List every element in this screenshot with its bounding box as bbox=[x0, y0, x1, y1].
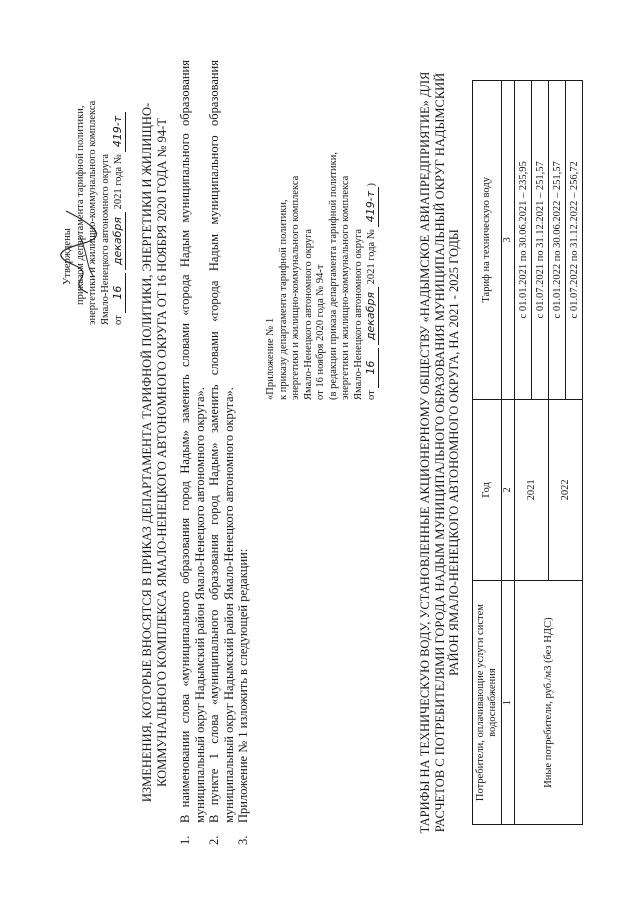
appendix-line: энергетики и жилищно-коммунального комплекса bbox=[340, 175, 351, 400]
tariff-cell: с 01.07.2022 по 31.12.2022 – 256,72 bbox=[566, 81, 583, 400]
appendix-date-line bbox=[365, 80, 379, 400]
consumer-cell: Иные потребители, руб./м3 (без НДС) bbox=[515, 581, 583, 825]
year-cell: 2021 bbox=[515, 399, 549, 581]
appendix-line: Ямало-Ненецкого автономного округа bbox=[352, 228, 364, 400]
date-day: 16 bbox=[112, 273, 126, 313]
date-year: 2021 года № bbox=[366, 229, 377, 285]
item-text: В наименовании слова «муниципального образования город Надым» заменить словами «города Надым муниципального образования муниципальный округ Надымский район Ямало-Ненецкого автономного округа». bbox=[178, 60, 207, 823]
date-year: 2021 года № bbox=[113, 154, 124, 210]
document-title: ИЗМЕНЕНИЯ, КОТОРЫЕ ВНОСЯТСЯ В ПРИКАЗ ДЕПАРТАМЕНТА ТАРИФНОЙ ПОЛИТИКИ, ЭНЕРГЕТИКИ И ЖИЛИЩНО-КОММУНАЛЬНОГО КОМПЛЕКСА ЯМАЛО-НЕНЕЦКОГО АВТОНОМНОГО ОКРУГА ОТ 16 НОЯБРЯ 2020 ГОДА № 94-Т bbox=[140, 102, 169, 803]
approval-line: Утверждены bbox=[62, 228, 73, 285]
header-cell-tariff: Тариф на техническую воду bbox=[473, 81, 502, 400]
appendix-line: к приказу департамента тарифной политики, bbox=[277, 199, 289, 400]
tariff-title: ТАРИФЫ НА ТЕХНИЧЕСКУЮ ВОДУ, УСТАНОВЛЕННЫЕ АКЦИОНЕРНОМУ ОБЩЕСТВУ «НАДЫМСКОЕ АВИАПРЕДПРИЯТИЕ» ДЛЯ РАСЧЕТОВ С ПОТРЕБИТЕЛЯМИ ГОРОДА НАДЫМ МУНИЦИПАЛЬНОГО ОБРАЗОВАНИЯ МУНИЦИПАЛЬНЫЙ ОКРУГ НАДЫМСКИЙ РАЙОН ЯМАЛО-НЕНЕЦКОГО АВТОНОМНОГО ОКРУГА, НА 2021 - 2025 ГОДЫ bbox=[418, 71, 461, 834]
amendment-list bbox=[178, 60, 251, 845]
index-cell: 2 bbox=[502, 399, 515, 581]
date-month: декабря bbox=[112, 212, 126, 270]
year-cell: 2022 bbox=[549, 399, 583, 581]
appendix-line: «Приложение № 1 bbox=[265, 317, 276, 400]
tariff-table bbox=[472, 80, 583, 825]
appendix-line: Ямало-Ненецкого автономного округа bbox=[302, 228, 314, 400]
date-suffix: ) bbox=[366, 183, 377, 187]
approval-line: Ямало-Ненецкого автономного округа bbox=[99, 153, 111, 325]
index-cell: 1 bbox=[502, 581, 515, 825]
tariff-cell: с 01.01.2022 по 30.06.2022 – 251,57 bbox=[549, 81, 566, 400]
index-cell: 3 bbox=[502, 81, 515, 400]
amendment-item bbox=[178, 60, 207, 845]
table-index-row bbox=[502, 81, 515, 825]
signature-mark-icon bbox=[58, 207, 104, 297]
order-number: 419-т bbox=[365, 187, 379, 227]
item-text: В пункте 1 слова «муниципального образования город Надым» заменить словами «города Надым муниципального образования муниципальный округ Надымский район Ямало-Ненецкого автономного округа». bbox=[207, 60, 236, 823]
approval-line: энергетики и жилищно-коммунального комплекса bbox=[87, 100, 98, 325]
appendix-block bbox=[265, 80, 379, 400]
appendix-line: от 16 ноября 2020 года № 94-т bbox=[315, 264, 326, 400]
item-number: 1. bbox=[178, 835, 192, 845]
item-text: Приложение № 1 изложить в следующей редакции: bbox=[236, 548, 250, 823]
amendment-item bbox=[236, 60, 251, 845]
appendix-line: (в редакции приказа департамента тарифной политики, bbox=[327, 152, 339, 400]
date-day: 16 bbox=[365, 348, 379, 388]
table-row bbox=[515, 81, 532, 825]
date-prefix: от bbox=[113, 315, 124, 325]
tariff-cell: с 01.01.2021 по 30.06.2021 – 235,95 bbox=[515, 81, 532, 400]
approval-date-line bbox=[112, 25, 126, 325]
date-month: декабря bbox=[365, 287, 379, 345]
date-prefix: от bbox=[366, 390, 377, 400]
amendment-item bbox=[207, 60, 236, 845]
table-header-row bbox=[473, 81, 502, 825]
item-number: 3. bbox=[236, 835, 250, 845]
item-number: 2. bbox=[207, 835, 221, 845]
approval-line: приказом департамента тарифной политики, bbox=[74, 105, 86, 305]
approval-block bbox=[62, 25, 126, 325]
header-cell-year: Год bbox=[473, 399, 502, 581]
tariff-cell: с 01.07.2021 по 31.12.2021 – 251,57 bbox=[532, 81, 549, 400]
order-number: 419-т bbox=[112, 112, 126, 152]
appendix-line: энергетики и жилищно-коммунального комплекса bbox=[290, 175, 301, 400]
header-cell-consumers: Потребители, оплачивающие услуги систем водоснабжения bbox=[473, 581, 502, 825]
